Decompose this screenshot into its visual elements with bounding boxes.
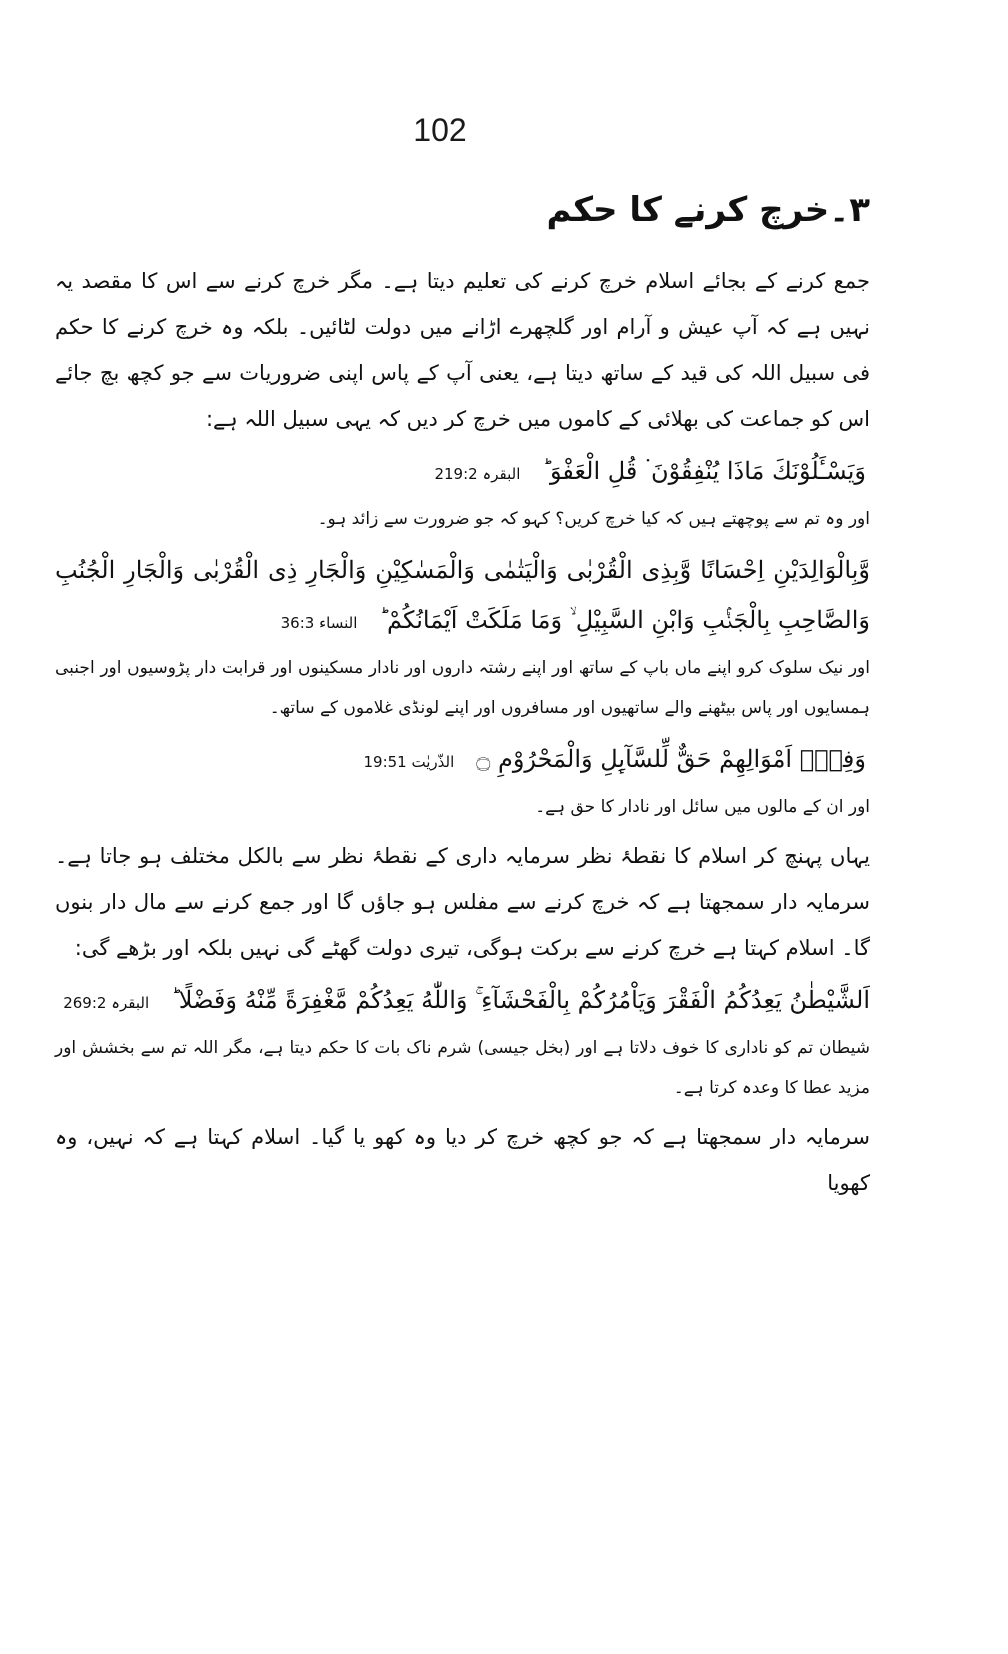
verse-text: وَفِىْۤ اَمْوَالِهِمْ حَقٌّ لِّلسَّآٮِٕلِ وَالْمَحْرُوْمِ ۝ bbox=[476, 745, 866, 773]
verse-translation: اور وہ تم سے پوچھتے ہیں کہ کیا خرچ کریں؟ کہو کہ جو ضرورت سے زائد ہو۔ bbox=[317, 509, 870, 529]
verse-text: وَيَسْـَٔلُوْنَكَ مَاذَا يُنْفِقُوْنَ ۬ قُلِ الْعَفْوَ ؕ bbox=[542, 457, 866, 485]
verse-reference: البقرہ 219:2 bbox=[434, 465, 521, 483]
verse-reference: الذّریٰت 19:51 bbox=[363, 753, 455, 771]
verse-text: اَلشَّيْطٰنُ يَعِدُكُمُ الْفَقْرَ وَيَاْمُرُكُمْ بِالْفَحْشَآءِ ۚ وَاللّٰهُ يَعِدُكُمْ مَّغْفِرَةً مِّنْهُ وَفَضْلًا ؕ bbox=[171, 986, 870, 1014]
verse-text: وَّبِالْوَالِدَيْنِ اِحْسَانًا وَّبِذِى الْقُرْبٰى وَالْيَتٰمٰى وَالْمَسٰكِيْنِ وَالْجَارِ ذِى الْقُرْبٰى وَالْجَارِ الْجُنُبِ وَالصَّاحِبِ بِالْجَنْۢبِ وَابْنِ السَّبِيْلِ ۙ وَمَا مَلَكَتْ اَيْمَانُكُمْ ؕ bbox=[55, 556, 870, 634]
verse-translation: شیطان تم کو ناداری کا خوف دلاتا ہے اور (بخل جیسی) شرم ناک بات کا حکم دیتا ہے، مگر اللہ تم سے بخشش اور مزید عطا کا وعدہ کرتا ہے۔ bbox=[55, 1038, 870, 1098]
verse-translation: اور ان کے مالوں میں سائل اور نادار کا حق ہے۔ bbox=[535, 797, 870, 817]
page-content bbox=[55, 180, 870, 1206]
verse-translation: اور نیک سلوک کرو اپنے ماں باپ کے ساتھ اور اپنے رشتہ داروں اور نادار مسکینوں اور قرابت دار پڑوسیوں اور اجنبی ہمسایوں اور پاس بیٹھنے والے ساتھیوں اور مسافروں اور اپنے لونڈی غلاموں کے ساتھ۔ bbox=[55, 658, 870, 718]
paragraph-intro: جمع کرنے کے بجائے اسلام خرچ کرنے کی تعلیم دیتا ہے۔ مگر خرچ کرنے سے اس کا مقصد یہ نہیں ہے کہ آپ عیش و آرام اور گلچھرے اڑانے میں دولت لٹائیں۔ بلکہ وہ خرچ کرنے کا حکم فی سبیل اللہ کی قید کے ساتھ دیتا ہے، یعنی آپ کے پاس اپنی ضروریات سے جو کچھ بچ جائے اس کو جماعت کی بھلائی کے کاموں میں خرچ کر دیں کہ یہی سبیل اللہ ہے: bbox=[55, 269, 870, 431]
paragraph-comparison: یہاں پہنچ کر اسلام کا نقطۂ نظر سرمایہ داری کے نقطۂ نظر سے بالکل مختلف ہو جاتا ہے۔ سرمایہ دار سمجھتا ہے کہ خرچ کرنے سے مفلس ہو جاؤں گا اور جمع کرنے سے مال دار بنوں گا۔ اسلام کہتا ہے خرچ کرنے سے برکت ہوگی، تیری دولت گھٹے گی نہیں بلکہ اور بڑھے گی: bbox=[55, 844, 870, 960]
verse-reference: النساء 36:3 bbox=[280, 614, 358, 632]
verse-arabic bbox=[55, 734, 870, 787]
section-heading: ۳۔خرچ کرنے کا حکم bbox=[546, 190, 870, 230]
paragraph-closing: سرمایہ دار سمجھتا ہے کہ جو کچھ خرچ کر دیا وہ کھو یا گیا۔ اسلام کہتا ہے کہ نہیں، وہ کھویا bbox=[55, 1125, 870, 1195]
verse-arabic bbox=[55, 975, 870, 1028]
verse-arabic bbox=[55, 545, 870, 648]
verse-reference: البقرہ 269:2 bbox=[63, 994, 150, 1012]
verse-arabic bbox=[55, 446, 870, 499]
page-number: 102 bbox=[413, 112, 467, 148]
